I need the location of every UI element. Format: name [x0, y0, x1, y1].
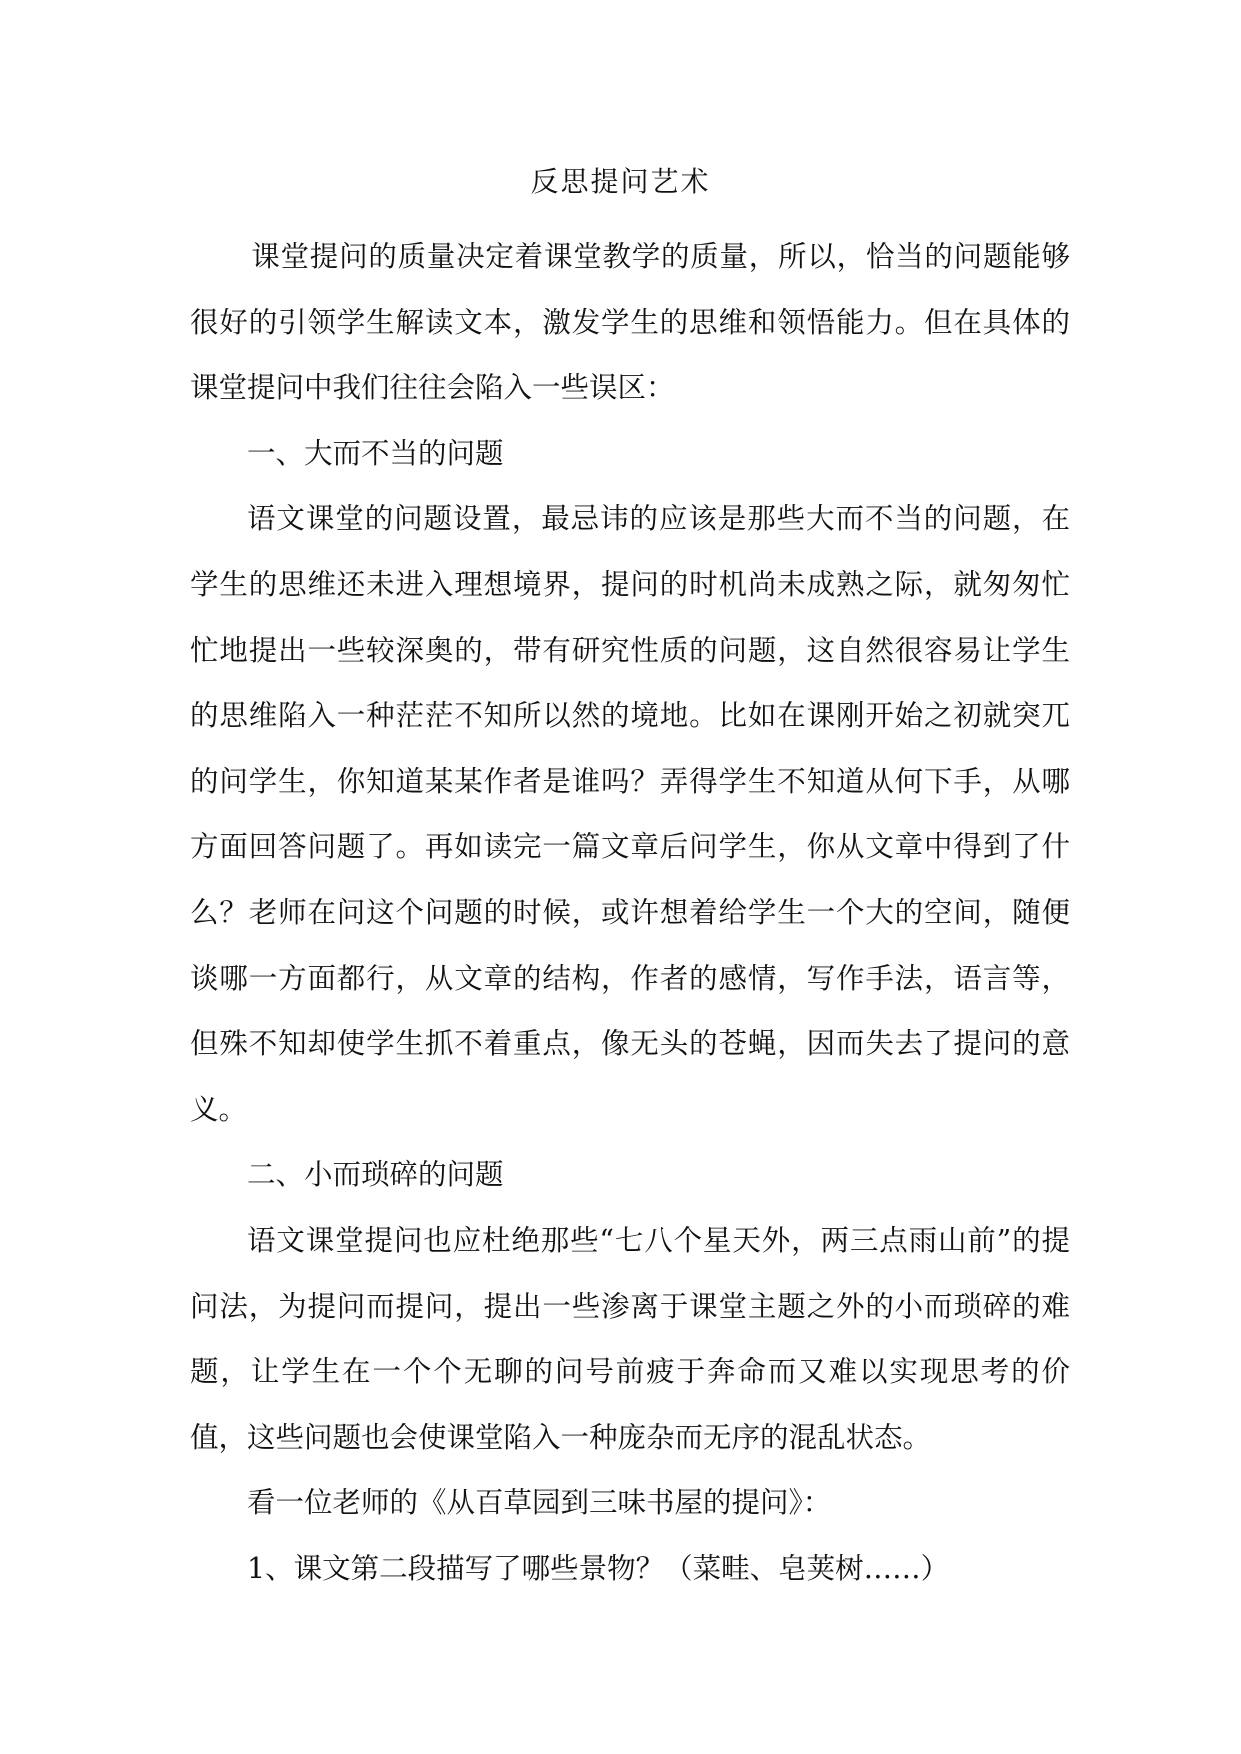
section-heading-2: 二、小而琐碎的问题	[247, 1158, 504, 1192]
section-heading-1: 一、大而不当的问题	[247, 436, 504, 470]
document-title: 反思提问艺术	[530, 165, 711, 198]
intro-paragraph: 课堂提问的质量决定着课堂教学的质量，所以，恰当的问题能够很好的引领学生解读文本，激发学生的思维和领悟能力。但在具体的课堂提问中我们往往会陷入一些误区：	[190, 240, 1070, 405]
section-1-paragraph: 语文课堂的问题设置，最忌讳的应该是那些大而不当的问题，在学生的思维还未进入理想境界，提问的时机尚未成熟之际，就匆匆忙忙地提出一些较深奥的，带有研究性质的问题，这自然很容易让学生的思维陷入一种茫茫不知所以然的境地。比如在课刚开始之初就突兀的问学生，你知道某某作者是谁吗？弄得学生不知道从何下手，从哪方面回答问题了。再如读完一篇文章后问学生，你从文章中得到了什么？老师在问这个问题的时候，或许想着给学生一个大的空间，随便谈哪一方面都行，从文章的结构，作者的感情，写作手法，语言等，但殊不知却使学生抓不着重点，像无头的苍蝇，因而失去了提问的意义。	[190, 502, 1070, 1126]
example-intro-paragraph: 看一位老师的《从百草园到三味书屋的提问》：	[247, 1486, 832, 1520]
section-2-paragraph: 语文课堂提问也应杜绝那些“七八个星天外，两三点雨山前”的提问法，为提问而提问，提出一些渗离于课堂主题之外的小而琐碎的难题，让学生在一个个无聊的问号前疲于奔命而又难以实现思考的价值，这些问题也会使课堂陷入一种庞杂而无序的混乱状态。	[190, 1223, 1070, 1454]
question-1-paragraph: 1、课文第二段描写了哪些景物？（菜畦、皂荚树……）	[247, 1551, 950, 1585]
document-body	[190, 224, 1070, 1601]
